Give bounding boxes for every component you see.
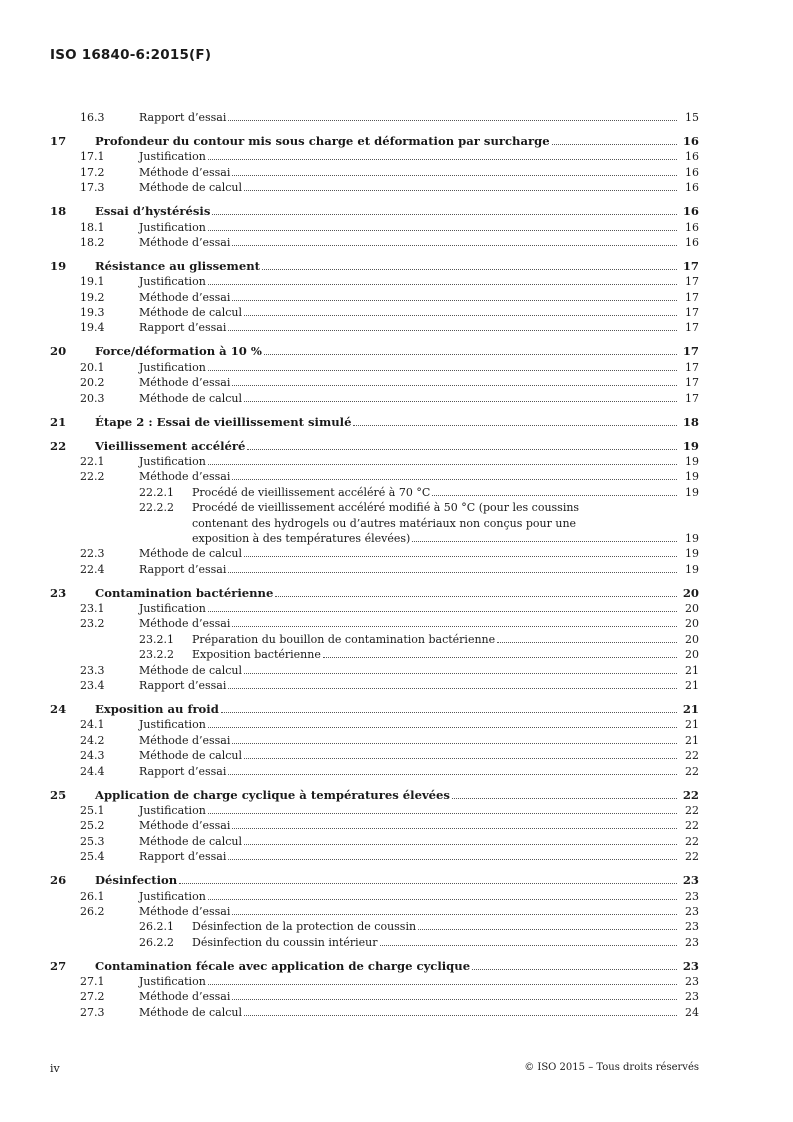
- toc-entry-title: Rapport d’essai: [139, 850, 227, 864]
- toc-entry-page: 22: [682, 787, 699, 802]
- toc-section-entry[interactable]: [50, 904, 699, 919]
- toc-dot-leader: [232, 742, 677, 744]
- toc-section-entry[interactable]: [50, 889, 699, 904]
- toc-entry-title: Justification: [139, 889, 206, 903]
- toc-entry-number: 18.1: [80, 220, 105, 234]
- toc-dot-leader: [208, 229, 677, 231]
- toc-dot-leader: [244, 314, 677, 316]
- toc-section-entry[interactable]: [50, 220, 699, 235]
- toc-entry-title: Méthode de calcul: [139, 391, 242, 405]
- toc-entry-page: 17: [682, 258, 699, 273]
- toc-entry-title: Justification: [139, 454, 206, 468]
- toc-entry-title: Essai d’hystérésis: [95, 204, 211, 219]
- toc-entry-number: 20.2: [80, 376, 105, 390]
- toc-section-entry[interactable]: [50, 235, 699, 250]
- toc-dot-leader: [244, 400, 677, 402]
- toc-entry-page: 16: [682, 204, 699, 219]
- toc-chapter-entry[interactable]: [50, 344, 699, 359]
- toc-entry-title: Méthode de calcul: [139, 749, 242, 763]
- toc-subsection-entry[interactable]: [50, 531, 699, 546]
- toc-section-entry[interactable]: [50, 616, 699, 631]
- toc-entry-number: 24.3: [80, 749, 105, 763]
- toc-entry-number: 24.1: [80, 718, 105, 732]
- toc-dot-leader: [208, 983, 677, 985]
- toc-dot-leader: [275, 595, 677, 597]
- toc-section-entry[interactable]: [50, 469, 699, 484]
- toc-subsection-entry[interactable]: [50, 647, 699, 662]
- toc-section-entry[interactable]: [50, 803, 699, 818]
- toc-entry-title: Méthode d’essai: [139, 290, 231, 304]
- toc-subsection-entry[interactable]: [50, 632, 699, 647]
- toc-entry-title: Exposition au froid: [95, 702, 219, 717]
- toc-dot-leader: [232, 827, 677, 829]
- toc-entry-title: Étape 2 : Essai de vieillissement simulé: [95, 414, 352, 429]
- toc-entry-title: Méthode d’essai: [139, 733, 231, 747]
- toc-chapter-entry[interactable]: [50, 204, 699, 219]
- toc-dot-leader: [472, 968, 677, 970]
- toc-entry-page: 22: [685, 834, 699, 848]
- toc-dot-leader: [232, 299, 677, 301]
- toc-entry-page: 21: [685, 733, 699, 747]
- toc-entry-page: 17: [685, 275, 699, 289]
- toc-entry-title: Procédé de vieillissement accéléré à 70 °C: [192, 485, 431, 499]
- toc-entry-number: 16.3: [80, 111, 105, 124]
- toc-entry-title: Méthode d’essai: [139, 376, 231, 390]
- toc-entry-number: 21: [50, 414, 67, 429]
- toc-dot-leader: [552, 143, 677, 145]
- toc-entry-page: 17: [685, 290, 699, 304]
- toc-entry-title: Méthode de calcul: [139, 181, 242, 195]
- toc-section-entry[interactable]: [50, 989, 699, 1004]
- toc-entry-title: contenant des hydrogels ou d’autres matériaux non conçus pour une: [192, 516, 577, 530]
- toc-section-entry[interactable]: [50, 149, 699, 164]
- toc-entry-title: Justification: [139, 975, 206, 989]
- toc-entry-title: Profondeur du contour mis sous charge et déformation par surcharge: [95, 133, 550, 148]
- toc-entry-page: 16: [685, 165, 699, 179]
- toc-entry-page: 21: [685, 663, 699, 677]
- toc-dot-leader: [232, 478, 677, 480]
- toc-entry-number: 22.2: [80, 470, 105, 484]
- toc-subsection-entry[interactable]: [50, 516, 699, 531]
- toc-entry-page: 22: [685, 803, 699, 817]
- toc-section-entry[interactable]: [50, 375, 699, 390]
- toc-entry-number: 24.2: [80, 733, 105, 747]
- toc-subsection-entry[interactable]: [50, 919, 699, 934]
- toc-entry-title: Force/déformation à 10 %: [95, 344, 262, 359]
- toc-entry-number: 25.2: [80, 819, 105, 833]
- toc-entry-title: Préparation du bouillon de contamination bactérienne: [192, 632, 496, 646]
- toc-dot-leader: [264, 353, 677, 355]
- toc-entry-page: 20: [685, 602, 699, 616]
- table-of-contents: [50, 110, 699, 1020]
- toc-dot-leader: [228, 773, 677, 775]
- toc-entry-title: Justification: [139, 220, 206, 234]
- toc-entry-page: 17: [682, 344, 699, 359]
- toc-entry-page: 23: [685, 935, 699, 949]
- toc-section-entry[interactable]: [50, 748, 699, 763]
- toc-chapter-entry[interactable]: [50, 415, 699, 430]
- toc-dot-leader: [208, 158, 677, 160]
- toc-section-entry[interactable]: [50, 562, 699, 577]
- toc-entry-number: 22: [50, 438, 67, 453]
- toc-section-entry[interactable]: [50, 391, 699, 406]
- toc-entry-number: 25.3: [80, 834, 105, 848]
- toc-dot-leader: [232, 913, 677, 915]
- toc-entry-title: Méthode d’essai: [139, 990, 231, 1004]
- toc-entry-page: 23: [685, 920, 699, 934]
- toc-entry-number: 23.2: [80, 617, 105, 631]
- toc-dot-leader: [244, 189, 677, 191]
- toc-entry-title: Rapport d’essai: [139, 321, 227, 335]
- toc-dot-leader: [262, 268, 677, 270]
- toc-entry-title: Justification: [139, 602, 206, 616]
- toc-dot-leader: [208, 283, 677, 285]
- toc-entry-number: 26.1: [80, 889, 105, 903]
- toc-entry-number: 27.3: [80, 1005, 105, 1019]
- toc-section-entry[interactable]: [50, 849, 699, 864]
- toc-entry-title: Désinfection: [95, 873, 178, 888]
- toc-dot-leader: [221, 711, 677, 713]
- toc-entry-number: 19: [50, 258, 67, 273]
- toc-dot-leader: [228, 858, 677, 860]
- toc-entry-number: 26.2.2: [139, 935, 174, 949]
- toc-entry-page: 16: [685, 150, 699, 164]
- toc-dot-leader: [323, 656, 677, 658]
- toc-dot-leader: [179, 882, 677, 884]
- toc-section-entry[interactable]: [50, 290, 699, 305]
- toc-entry-number: 25.1: [80, 803, 105, 817]
- toc-dot-leader: [208, 463, 677, 465]
- toc-entry-number: 26.2: [80, 904, 105, 918]
- toc-entry-title: Contamination fécale avec application de charge cyclique: [95, 958, 471, 973]
- toc-entry-title: Justification: [139, 360, 206, 374]
- toc-entry-title: Application de charge cyclique à températures élevées: [95, 787, 450, 802]
- toc-entry-page: 23: [685, 990, 699, 1004]
- toc-entry-page: 21: [685, 679, 699, 693]
- toc-dot-leader: [232, 625, 677, 627]
- toc-entry-page: 19: [685, 454, 699, 468]
- toc-entry-number: 19.3: [80, 306, 105, 320]
- toc-entry-page: 22: [685, 764, 699, 778]
- toc-entry-page: 16: [685, 220, 699, 234]
- toc-entry-title: Rapport d’essai: [139, 764, 227, 778]
- toc-entry-title: Rapport d’essai: [139, 562, 227, 576]
- toc-entry-title: Méthode d’essai: [139, 235, 231, 249]
- toc-entry-title: Rapport d’essai: [139, 679, 227, 693]
- toc-chapter-entry[interactable]: [50, 439, 699, 454]
- toc-entry-page: 20: [685, 648, 699, 662]
- toc-section-entry[interactable]: [50, 834, 699, 849]
- toc-dot-leader: [212, 213, 677, 215]
- toc-entry-number: 18: [50, 204, 67, 219]
- toc-entry-title: Justification: [139, 150, 206, 164]
- toc-section-entry[interactable]: [50, 678, 699, 693]
- toc-entry-page: 17: [685, 391, 699, 405]
- toc-section-entry[interactable]: [50, 663, 699, 678]
- toc-section-entry[interactable]: [50, 320, 699, 335]
- toc-section-entry[interactable]: [50, 305, 699, 320]
- toc-entry-number: 25: [50, 787, 67, 802]
- toc-dot-leader: [232, 244, 677, 246]
- toc-entry-title: Contamination bactérienne: [95, 585, 274, 600]
- toc-section-entry[interactable]: [50, 818, 699, 833]
- toc-entry-number: 18.2: [80, 235, 105, 249]
- toc-entry-number: 23.2.2: [139, 648, 174, 662]
- toc-subsection-entry[interactable]: [50, 935, 699, 950]
- toc-entry-title: Méthode d’essai: [139, 617, 231, 631]
- toc-dot-leader: [244, 1014, 677, 1016]
- toc-entry-title: Rapport d’essai: [139, 111, 227, 124]
- toc-subsection-entry[interactable]: [50, 500, 699, 515]
- toc-dot-leader: [228, 687, 677, 689]
- toc-entry-title: Méthode de calcul: [139, 663, 242, 677]
- toc-dot-leader: [208, 812, 677, 814]
- toc-dot-leader: [244, 555, 677, 557]
- toc-entry-page: 20: [682, 585, 699, 600]
- toc-entry-page: 19: [685, 485, 699, 499]
- toc-section-entry[interactable]: [50, 180, 699, 195]
- toc-dot-leader: [247, 448, 677, 450]
- toc-entry-number: 23.2.1: [139, 632, 174, 646]
- toc-dot-leader: [208, 369, 677, 371]
- toc-entry-title: Méthode d’essai: [139, 819, 231, 833]
- toc-entry-page: 20: [685, 632, 699, 646]
- toc-entry-page: 15: [685, 111, 699, 124]
- toc-entry-page: 24: [685, 1005, 699, 1019]
- toc-entry-number: 20.1: [80, 360, 105, 374]
- toc-entry-number: 22.3: [80, 547, 105, 561]
- toc-section-entry[interactable]: [50, 546, 699, 561]
- toc-section-entry[interactable]: [50, 274, 699, 289]
- toc-entry-page: 16: [685, 235, 699, 249]
- toc-entry-number: 23.3: [80, 663, 105, 677]
- toc-entry-number: 23.4: [80, 679, 105, 693]
- toc-entry-page: 19: [682, 438, 699, 453]
- toc-dot-leader: [418, 928, 677, 930]
- toc-entry-page: 21: [685, 718, 699, 732]
- toc-entry-page: 17: [685, 376, 699, 390]
- toc-entry-title: Justification: [139, 275, 206, 289]
- toc-entry-title: Méthode de calcul: [139, 547, 242, 561]
- toc-entry-title: Désinfection de la protection de coussin: [192, 920, 417, 934]
- toc-entry-page: 23: [685, 904, 699, 918]
- toc-entry-number: 27.1: [80, 975, 105, 989]
- toc-entry-page: 19: [685, 547, 699, 561]
- toc-entry-number: 22.1: [80, 454, 105, 468]
- toc-section-entry[interactable]: [50, 733, 699, 748]
- toc-entry-title: Méthode d’essai: [139, 904, 231, 918]
- toc-section-entry[interactable]: [50, 360, 699, 375]
- toc-entry-page: 23: [682, 958, 699, 973]
- toc-entry-page: 23: [685, 889, 699, 903]
- toc-entry-page: 16: [685, 181, 699, 195]
- toc-entry-number: 23.1: [80, 602, 105, 616]
- toc-dot-leader: [412, 540, 677, 542]
- toc-dot-leader: [228, 571, 677, 573]
- toc-chapter-entry[interactable]: [50, 873, 699, 888]
- toc-entry-page: 22: [685, 850, 699, 864]
- toc-entry-number: 17: [50, 133, 67, 148]
- toc-dot-leader: [244, 672, 677, 674]
- toc-entry-number: 20: [50, 344, 67, 359]
- toc-entry-number: 27.2: [80, 990, 105, 1004]
- document-header: ISO 16840-6:2015(F): [50, 47, 212, 63]
- toc-entry-number: 24.4: [80, 764, 105, 778]
- toc-entry-page: 23: [682, 873, 699, 888]
- toc-dot-leader: [380, 944, 677, 946]
- toc-dot-leader: [432, 494, 677, 496]
- toc-entry-title: Justification: [139, 803, 206, 817]
- toc-chapter-entry[interactable]: [50, 959, 699, 974]
- toc-entry-number: 27: [50, 958, 67, 973]
- toc-entry-page: 19: [685, 562, 699, 576]
- toc-entry-page: 17: [685, 321, 699, 335]
- copyright-notice: © ISO 2015 – Tous droits réservés: [524, 1062, 699, 1073]
- toc-entry-number: 19.2: [80, 290, 105, 304]
- toc-entry-number: 17.1: [80, 150, 105, 164]
- toc-chapter-entry[interactable]: [50, 702, 699, 717]
- toc-dot-leader: [244, 757, 677, 759]
- toc-entry-number: 26: [50, 873, 67, 888]
- toc-entry-title: Désinfection du coussin intérieur: [192, 935, 378, 949]
- toc-entry-number: 19.4: [80, 321, 105, 335]
- toc-entry-title: exposition à des températures élevées): [192, 531, 411, 545]
- toc-section-entry[interactable]: [50, 601, 699, 616]
- toc-chapter-entry[interactable]: [50, 788, 699, 803]
- toc-entry-page: 19: [685, 531, 699, 545]
- toc-entry-page: 23: [685, 975, 699, 989]
- toc-entry-page: 17: [685, 360, 699, 374]
- toc-entry-page: 21: [682, 702, 699, 717]
- toc-entry-title: Justification: [139, 718, 206, 732]
- toc-entry-title: Méthode de calcul: [139, 1005, 242, 1019]
- toc-entry-number: 17.3: [80, 181, 105, 195]
- toc-section-entry[interactable]: [50, 110, 699, 125]
- toc-dot-leader: [452, 797, 677, 799]
- toc-entry-number: 22.4: [80, 562, 105, 576]
- toc-entry-number: 22.2.2: [139, 501, 174, 515]
- toc-section-entry[interactable]: [50, 165, 699, 180]
- toc-section-entry[interactable]: [50, 454, 699, 469]
- toc-entry-number: 17.2: [80, 165, 105, 179]
- toc-section-entry[interactable]: [50, 717, 699, 732]
- toc-entry-title: Procédé de vieillissement accéléré modifié à 50 °C (pour les coussins: [192, 501, 580, 515]
- toc-entry-number: 23: [50, 585, 67, 600]
- toc-dot-leader: [208, 610, 677, 612]
- toc-dot-leader: [228, 119, 677, 121]
- page-number: iv: [50, 1062, 60, 1075]
- toc-section-entry[interactable]: [50, 1005, 699, 1020]
- toc-dot-leader: [497, 641, 677, 643]
- toc-entry-page: 18: [682, 414, 699, 429]
- toc-section-entry[interactable]: [50, 974, 699, 989]
- toc-entry-title: Vieillissement accéléré: [95, 438, 246, 453]
- toc-entry-page: 19: [685, 470, 699, 484]
- toc-entry-number: 24: [50, 702, 67, 717]
- toc-entry-page: 17: [685, 306, 699, 320]
- toc-entry-number: 22.2.1: [139, 485, 174, 499]
- toc-entry-number: 19.1: [80, 275, 105, 289]
- toc-dot-leader: [232, 998, 677, 1000]
- toc-entry-title: Méthode de calcul: [139, 306, 242, 320]
- toc-dot-leader: [228, 329, 677, 331]
- toc-entry-title: Méthode d’essai: [139, 165, 231, 179]
- toc-entry-page: 16: [682, 133, 699, 148]
- toc-entry-title: Méthode de calcul: [139, 834, 242, 848]
- toc-entry-page: 22: [685, 749, 699, 763]
- toc-dot-leader: [353, 424, 677, 426]
- toc-chapter-entry[interactable]: [50, 134, 699, 149]
- toc-entry-number: 20.3: [80, 391, 105, 405]
- toc-entry-title: Méthode d’essai: [139, 470, 231, 484]
- toc-entry-page: 22: [685, 819, 699, 833]
- toc-subsection-entry[interactable]: [50, 485, 699, 500]
- toc-dot-leader: [244, 843, 677, 845]
- toc-chapter-entry[interactable]: [50, 259, 699, 274]
- toc-section-entry[interactable]: [50, 764, 699, 779]
- toc-dot-leader: [208, 898, 677, 900]
- toc-entry-number: 25.4: [80, 850, 105, 864]
- toc-dot-leader: [232, 174, 677, 176]
- toc-entry-number: 26.2.1: [139, 920, 174, 934]
- toc-entry-title: Exposition bactérienne: [192, 648, 321, 662]
- toc-entry-title: Résistance au glissement: [95, 258, 260, 273]
- toc-dot-leader: [232, 384, 677, 386]
- toc-entry-page: 20: [685, 617, 699, 631]
- toc-chapter-entry[interactable]: [50, 586, 699, 601]
- toc-dot-leader: [208, 726, 677, 728]
